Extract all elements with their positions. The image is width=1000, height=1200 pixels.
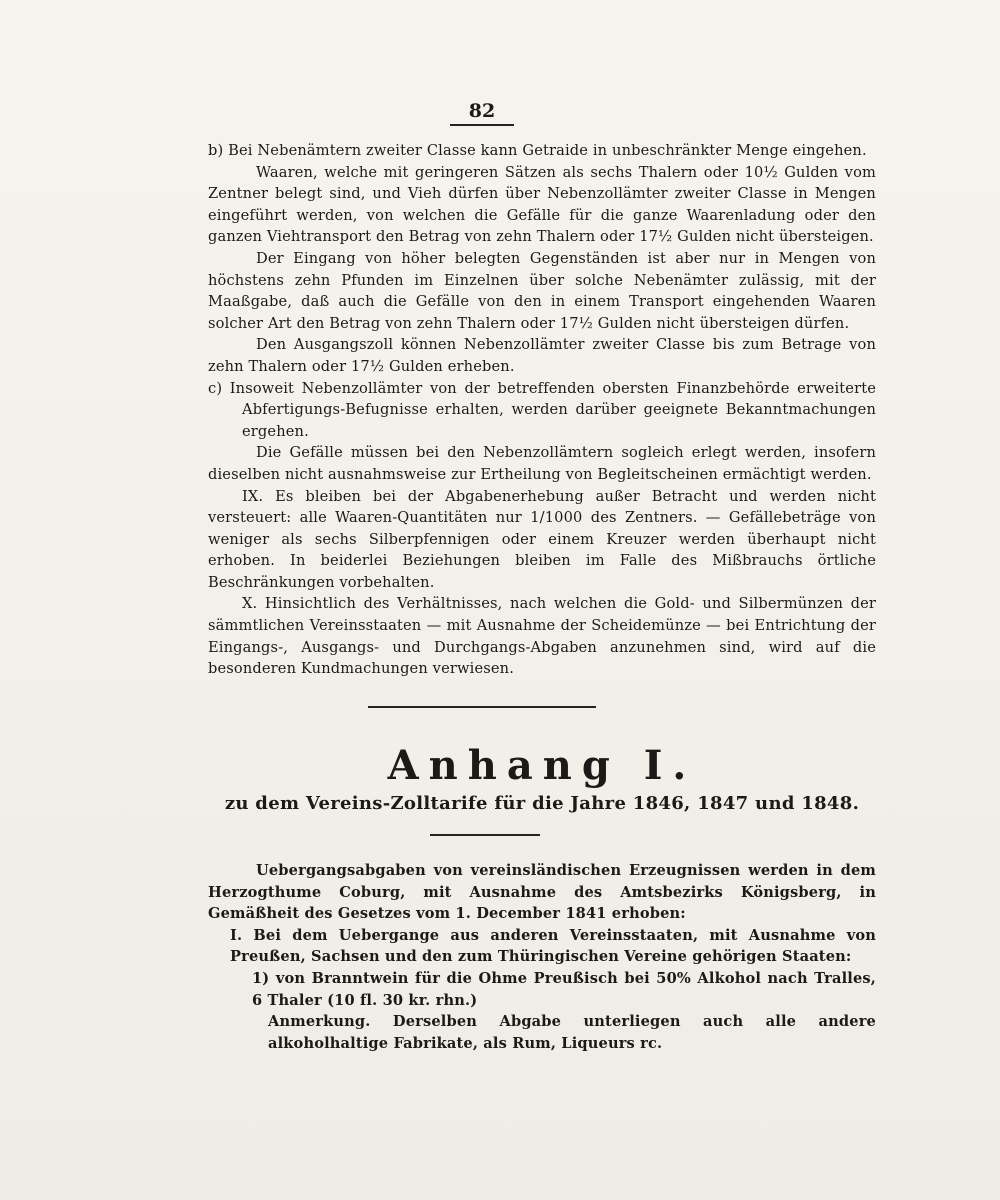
appendix-heading: Anhang I. — [387, 742, 697, 789]
paragraph: Der Eingang von höher belegten Gegenständen ist aber nur in Mengen von höchstens zehn Pfunden im Einzelnen über solche Nebenämter zulässig, mit der Maaßgabe, daß auch die Gefälle von den in einem Transport eingehenden Waaren solcher Art den Betrag von zehn Thalern oder 17½ Gulden nicht übersteigen dürfen. — [208, 249, 876, 332]
paragraph: Anmerkung. Derselben Abgabe unterliegen auch alle andere alkoholhaltige Fabrikate, als Rum, Liqueurs rc. — [268, 1013, 876, 1052]
paragraph: 1) von Branntwein für die Ohme Preußisch bei 50% Alkohol nach Tralles, 6 Thaler (10 fl. 30 kr. rhn.) — [252, 969, 876, 1009]
paragraph: X. Hinsichtlich des Verhältnisses, nach welchen die Gold- und Silbermünzen der sämmtlichen Vereinsstaaten — mit Ausnahme der Scheidemünze — bei Entrichtung der Eingangs-, Ausgangs- und Durchgangs-Abgaben anzunehmen sind, wird auf die besonderen Kundmachungen verwiesen. — [208, 595, 876, 678]
paragraph: Den Ausgangszoll können Nebenzollämter zweiter Classe bis zum Betrage von zehn Thalern oder 17½ Gulden erheben. — [208, 336, 876, 375]
appendix-subtitle: zu dem Vereins-Zolltarife für die Jahre 1846, 1847 und 1848. — [224, 793, 860, 814]
paragraph: b) Bei Nebenämtern zweiter Classe kann Getraide in unbeschränkter Menge eingehen. — [208, 142, 867, 159]
paragraph: I. Bei dem Uebergange aus anderen Vereinsstaaten, mit Ausnahme von Preußen, Sachsen und den zum Thüringischen Vereine gehörigen Staaten: — [230, 926, 876, 966]
regulation-text-block — [208, 140, 876, 680]
paragraph: c) Insoweit Nebenzollämter von der betreffenden obersten Finanzbehörde erweiterte Abfertigungs-Befugnisse erhalten, werden darüber geeignete Bekanntmachungen ergehen. — [208, 379, 876, 440]
paragraph: IX. Es bleiben bei der Abgabenerhebung außer Betracht und werden nicht versteuert: alle Waaren-Quantitäten nur 1/1000 des Zentners. — Gefällebeträge von weniger als sechs Silberpfennigen oder einem Kreuzer werden überhaupt nicht erhoben. In beiderlei Beziehungen bleiben im Falle des Mißbrauchs örtliche Beschränkungen vorbehalten. — [208, 487, 876, 591]
appendix-text-block — [208, 860, 876, 1054]
section-divider — [368, 706, 596, 708]
page-number: 82 — [450, 98, 514, 126]
paragraph: Waaren, welche mit geringeren Sätzen als sechs Thalern oder 10½ Gulden vom Zentner belegt sind, und Vieh dürfen über Nebenzollämter zweiter Classe in Mengen eingeführt werden, von welchen die Gefälle für die ganze Waarenladung oder den ganzen Viehtransport den Betrag von zehn Thalern oder 17½ Gulden nicht übersteigen. — [208, 163, 876, 246]
heading-divider — [430, 834, 540, 836]
paragraph: Uebergangsabgaben von vereinsländischen Erzeugnissen werden in dem Herzogthume Coburg, mit Ausnahme des Amtsbezirks Königsberg, in Gemäßheit des Gesetzes vom 1. December 1841 erhoben: — [208, 862, 876, 923]
paragraph: Die Gefälle müssen bei den Nebenzollämtern sogleich erlegt werden, insofern dieselben nicht ausnahmsweise zur Ertheilung von Begleitscheinen ermächtigt werden. — [208, 444, 876, 483]
